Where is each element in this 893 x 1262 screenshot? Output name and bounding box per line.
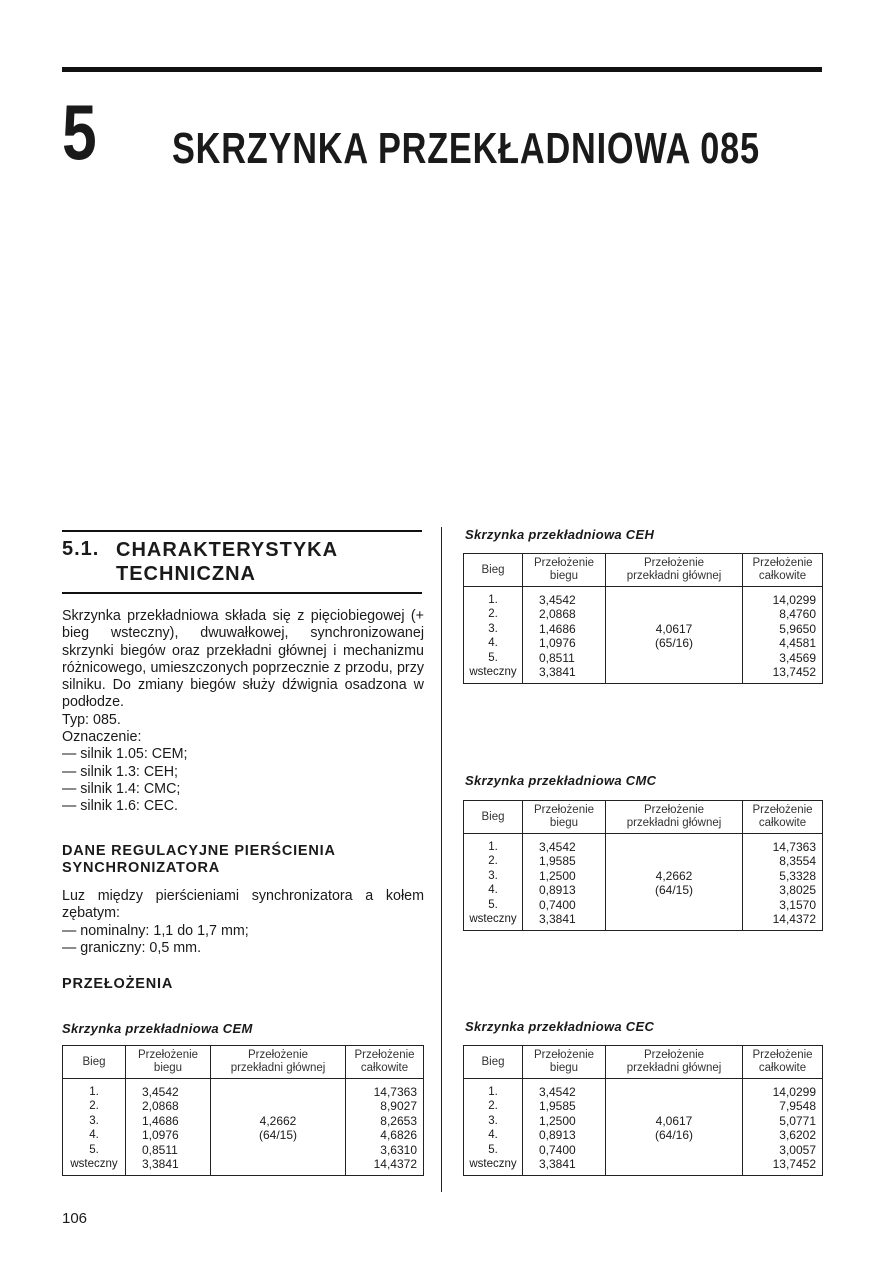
designation-item: — silnik 1.05: CEM;	[62, 746, 188, 763]
gear-ratio-column: 3,4542 1,9585 1,2500 0,8913 0,7400 3,3841	[523, 834, 606, 931]
header-glowna: Przełożenie przekładni głównej	[211, 1046, 346, 1079]
final-drive-cell: 4,0617 (64/16)	[606, 1079, 743, 1176]
chapter-title: SKRZYNKA PRZEKŁADNIOWA 085	[172, 124, 760, 173]
header-biegu: Przełożenie biegu	[126, 1046, 211, 1079]
chapter-number: 5	[62, 88, 97, 176]
section-number: 5.1.	[62, 538, 100, 560]
total-ratio-column: 14,7363 8,3554 5,3328 3,8025 3,1570 14,4372	[743, 834, 823, 931]
header-calk: Przełożenie całkowite	[743, 554, 823, 587]
sync-paragraph: Luz między pierścieniami synchronizatora a kołem zębatym:	[62, 888, 424, 922]
header-glowna: Przełożenie przekładni głównej	[606, 801, 743, 834]
designation-label: Oznaczenie:	[62, 729, 142, 746]
header-calk: Przełożenie całkowite	[346, 1046, 424, 1079]
header-bieg: Bieg	[63, 1046, 126, 1079]
header-calk: Przełożenie całkowite	[743, 801, 823, 834]
sync-text	[62, 888, 424, 957]
page-number: 106	[62, 1210, 88, 1227]
ratio-table-ceh	[463, 553, 823, 684]
header-biegu: Przełożenie biegu	[523, 1046, 606, 1079]
ratio-table-cmc	[463, 800, 823, 931]
gears-column: 1. 2. 3. 4. 5. wsteczny	[464, 1079, 523, 1176]
header-bieg: Bieg	[464, 1046, 523, 1079]
gear-ratio-column: 3,4542 2,0868 1,4686 1,0976 0,8511 3,3841	[523, 587, 606, 684]
designation-item: — silnik 1.3: CEH;	[62, 763, 178, 780]
final-drive-cell: 4,2662 (64/15)	[606, 834, 743, 931]
header-biegu: Przełożenie biegu	[523, 554, 606, 587]
designation-item: — silnik 1.4: CMC;	[62, 780, 181, 797]
header-bieg: Bieg	[464, 801, 523, 834]
intro-paragraph: Skrzynka przekładniowa składa się z pięciobiegowej (+ bieg wsteczny), dwuwałkowej, synchronizowanej skrzynki biegów oraz przekładni głównej i mechanizmu różnicowego, umieszczonych poprzecznie z przodu, przy silniku. Do zmiany biegów służy dźwignia osadzona w podłodze.	[62, 608, 424, 711]
gear-ratio-column: 3,4542 2,0868 1,4686 1,0976 0,8511 3,3841	[126, 1079, 211, 1176]
intro-text	[62, 608, 424, 816]
column-divider	[441, 527, 442, 1192]
top-rule	[62, 67, 822, 72]
header-biegu: Przełożenie biegu	[523, 801, 606, 834]
header-glowna: Przełożenie przekładni głównej	[606, 1046, 743, 1079]
table-caption-cmc: Skrzynka przekładniowa CMC	[465, 773, 657, 788]
table-caption-cec: Skrzynka przekładniowa CEC	[465, 1019, 655, 1034]
gears-column: 1. 2. 3. 4. 5. wsteczny	[464, 834, 523, 931]
sync-item: — nominalny: 1,1 do 1,7 mm;	[62, 922, 249, 939]
ratios-heading: PRZEŁOŻENIA	[62, 976, 174, 992]
designation-item: — silnik 1.6: CEC.	[62, 798, 178, 815]
table-caption-ceh: Skrzynka przekładniowa CEH	[465, 527, 655, 542]
final-drive-cell: 4,2662 (64/15)	[211, 1079, 346, 1176]
gears-column: 1. 2. 3. 4. 5. wsteczny	[63, 1079, 126, 1176]
section-heading	[62, 530, 422, 594]
final-drive-cell: 4,0617 (65/16)	[606, 587, 743, 684]
header-bieg: Bieg	[464, 554, 523, 587]
total-ratio-column: 14,0299 7,9548 5,0771 3,6202 3,0057 13,7452	[743, 1079, 823, 1176]
gear-ratio-column: 3,4542 1,9585 1,2500 0,8913 0,7400 3,3841	[523, 1079, 606, 1176]
gears-column: 1. 2. 3. 4. 5. wsteczny	[464, 587, 523, 684]
total-ratio-column: 14,0299 8,4760 5,9650 4,4581 3,4569 13,7452	[743, 587, 823, 684]
ratio-table-cec	[463, 1045, 823, 1176]
section-title-line1: CHARAKTERYSTYKA	[116, 539, 339, 561]
sync-item: — graniczny: 0,5 mm.	[62, 939, 202, 956]
ratio-table-cem	[62, 1045, 424, 1176]
section-title-line2: TECHNICZNA	[116, 563, 256, 585]
total-ratio-column: 14,7363 8,9027 8,2653 4,6826 3,6310 14,4372	[346, 1079, 424, 1176]
header-glowna: Przełożenie przekładni głównej	[606, 554, 743, 587]
table-caption-cem: Skrzynka przekładniowa CEM	[62, 1021, 253, 1036]
header-calk: Przełożenie całkowite	[743, 1046, 823, 1079]
type-line: Typ: 085.	[62, 711, 121, 728]
sync-heading: DANE REGULACYJNE PIERŚCIENIA SYNCHRONIZATORA	[62, 843, 336, 876]
